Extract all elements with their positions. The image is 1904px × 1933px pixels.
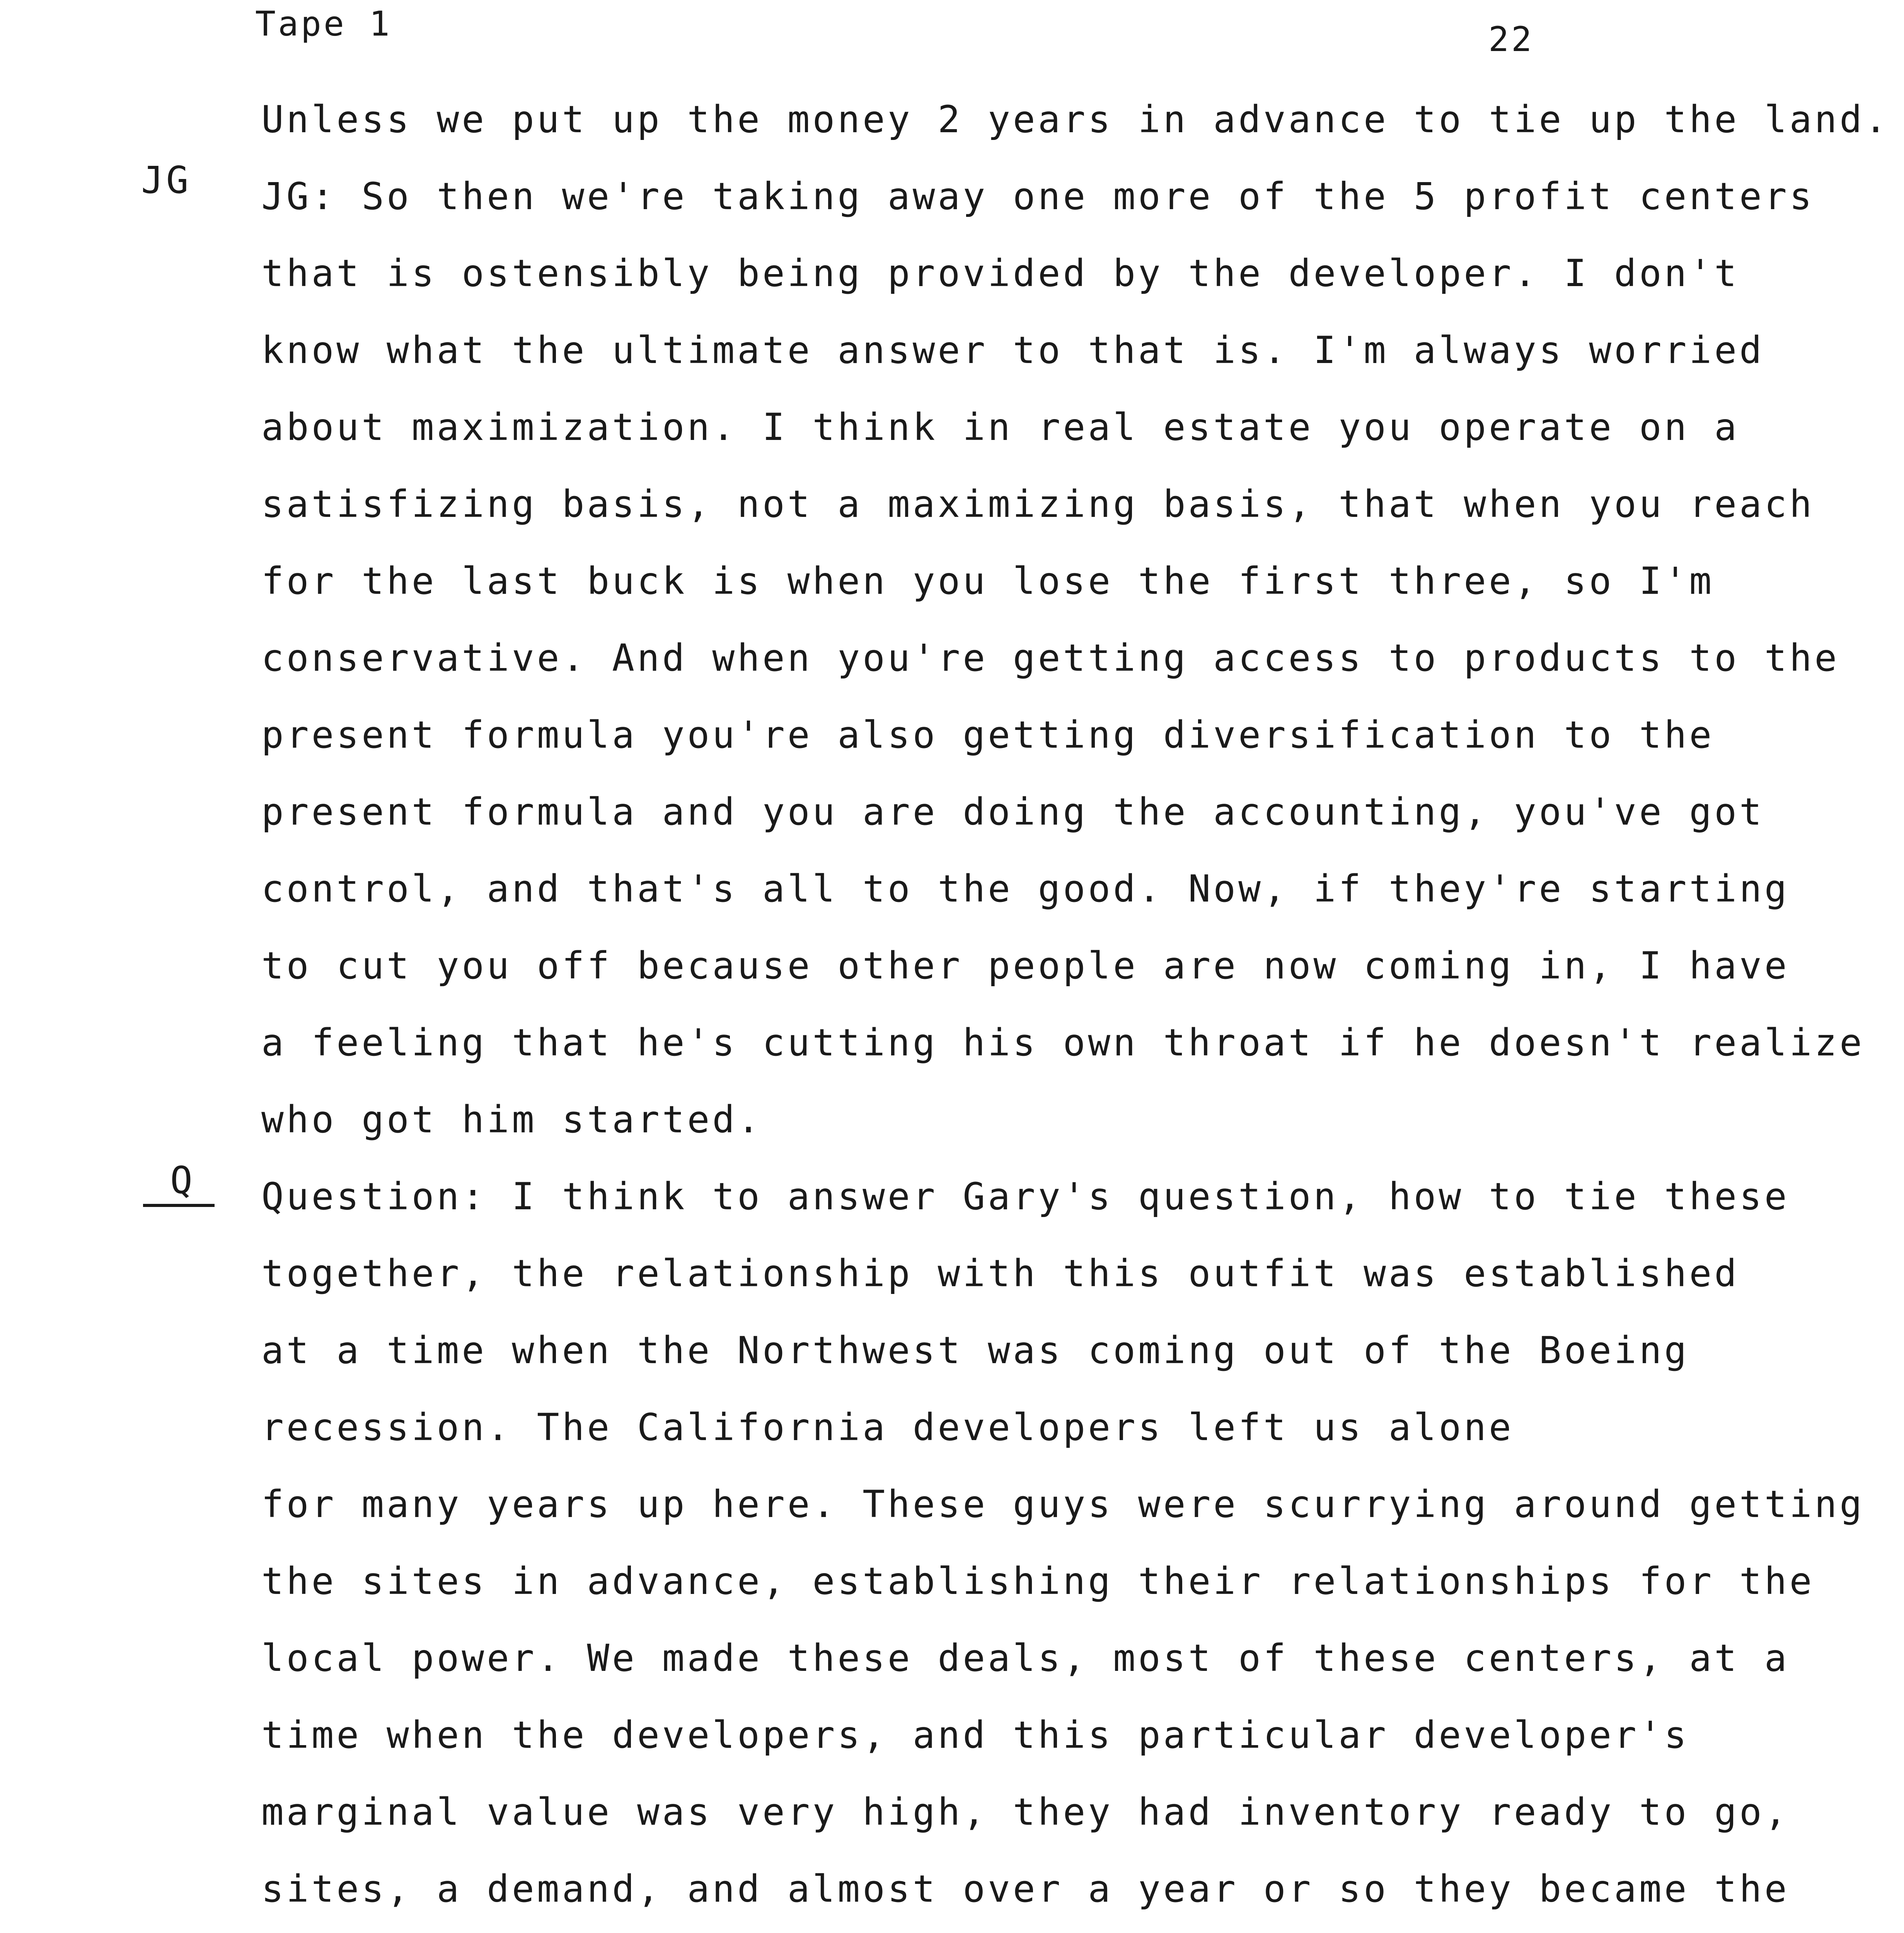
transcript-line: that is ostensibly being provided by the developer. I don't: [261, 252, 1740, 295]
transcript-line: conservative. And when you're getting access to products to the: [261, 636, 1840, 680]
transcript-line: the sites in advance, establishing their relationships for the: [261, 1560, 1815, 1603]
transcript-line: sites, a demand, and almost over a year or so they became the: [261, 1867, 1790, 1911]
transcript-line: Question: I think to answer Gary's question, how to tie these: [261, 1175, 1790, 1218]
transcript-line: local power. We made these deals, most of these centers, at a: [261, 1636, 1790, 1680]
transcript-line: present formula and you are doing the accounting, you've got: [261, 790, 1764, 834]
transcript-line: recession. The California developers left us alone: [261, 1406, 1514, 1449]
transcript-line: marginal value was very high, they had inventory ready to go,: [261, 1790, 1790, 1834]
transcript-line: time when the developers, and this particular developer's: [261, 1713, 1689, 1757]
page-number: 22: [1488, 19, 1534, 59]
transcript-line: together, the relationship with this outfit was established: [261, 1252, 1740, 1295]
transcript-line: a feeling that he's cutting his own throat if he doesn't realize: [261, 1021, 1865, 1064]
transcript-line: to cut you off because other people are now coming in, I have: [261, 944, 1790, 987]
transcript-line: know what the ultimate answer to that is. I'm always worried: [261, 329, 1764, 372]
transcript-line: present formula you're also getting diversification to the: [261, 713, 1715, 757]
transcript-line: at a time when the Northwest was coming out of the Boeing: [261, 1329, 1689, 1372]
transcript-body: [261, 81, 1890, 1933]
transcript-line: control, and that's all to the good. Now, if they're starting: [261, 867, 1790, 910]
transcript-line: for many years up here. These guys were scurrying around getting: [261, 1483, 1865, 1526]
transcript-line: [261, 1928, 1866, 1933]
tape-label: Tape 1: [255, 4, 392, 44]
speaker-label-jg: JG: [141, 159, 191, 202]
transcript-line: Unless we put up the money 2 years in advance to tie up the land.: [261, 98, 1890, 141]
transcript-line: about maximization. I think in real estate you operate on a: [261, 406, 1740, 449]
transcript-line: who got him started.: [261, 1098, 762, 1141]
transcript-line: satisfizing basis, not a maximizing basis, that when you reach: [261, 482, 1815, 526]
transcript-line: JG: So then we're taking away one more of the 5 profit centers: [261, 175, 1815, 218]
transcript-line: for the last buck is when you lose the first three, so I'm: [261, 559, 1715, 603]
speaker-label-q: Q: [143, 1159, 215, 1207]
